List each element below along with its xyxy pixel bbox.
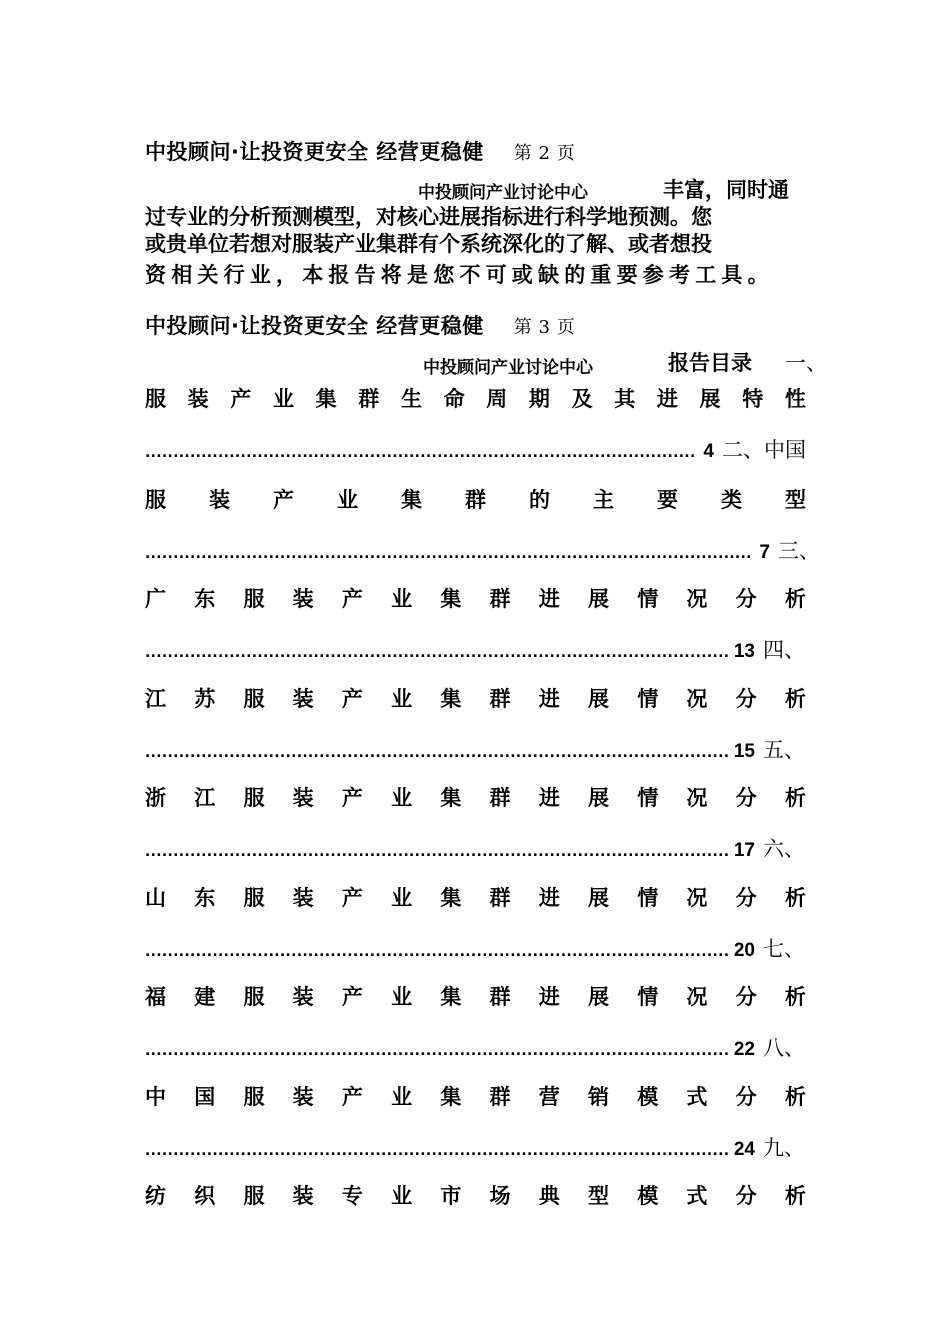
toc-title-char: 类 — [721, 488, 742, 512]
toc-title-char: 其 — [614, 387, 636, 411]
toc-title-char: 集 — [315, 387, 337, 411]
toc-title-char: 织 — [194, 1184, 216, 1208]
toc-title-char: 分 — [735, 1085, 757, 1109]
toc-title-char: 情 — [637, 687, 659, 711]
toc-title-char: 产 — [341, 985, 363, 1009]
toc-page-number: 24 — [733, 1139, 755, 1160]
toc-title-char: 业 — [337, 488, 358, 512]
toc-title-char: 析 — [784, 687, 806, 711]
toc-next-number: 七、 — [763, 937, 805, 961]
toc-title-char: 集 — [440, 687, 462, 711]
toc-title-char: 及 — [571, 387, 593, 411]
intro-line: 过专业的分析预测模型，对核心进展指标进行科学地预测。您 — [145, 205, 712, 229]
toc-title-char: 业 — [391, 587, 413, 611]
toc-page-number: 20 — [733, 940, 755, 961]
toc-title-char: 析 — [784, 786, 806, 810]
toc-title-char: 集 — [440, 786, 462, 810]
toc-title-char: 纺 — [145, 1184, 166, 1208]
toc-title-char: 析 — [784, 886, 806, 910]
toc-title-char: 业 — [391, 786, 413, 810]
toc-title-char: 进 — [538, 786, 560, 810]
toc-title-char: 群 — [489, 587, 511, 611]
toc-title-char: 业 — [391, 886, 413, 910]
toc-leader — [145, 634, 805, 664]
toc-title-char: 群 — [489, 985, 511, 1009]
intro-line: 或贵单位若想对服装产业集群有个系统深化的了解、或者想投 — [145, 232, 712, 256]
toc-title-char: 服 — [243, 786, 265, 810]
toc-title-char: 江 — [145, 687, 166, 711]
toc-title-char: 装 — [292, 886, 314, 910]
toc-title-char: 广 — [145, 587, 166, 611]
toc-title-char: 营 — [538, 1085, 560, 1109]
toc-title — [145, 383, 806, 413]
toc-title-char: 服 — [145, 387, 166, 411]
toc-title-char: 析 — [784, 1085, 806, 1109]
page-number: 第 2 页 — [513, 143, 576, 164]
toc-title-char: 装 — [292, 1085, 314, 1109]
toc-title-char: 进 — [538, 587, 560, 611]
toc-title-char: 装 — [292, 985, 314, 1009]
toc-title-char: 况 — [686, 985, 708, 1009]
center-label: 中投顾问产业讨论中心 — [418, 183, 588, 203]
toc-title-char: 析 — [784, 985, 806, 1009]
toc-title-char: 型 — [785, 488, 806, 512]
toc-leader — [145, 833, 805, 863]
toc-title-char: 产 — [341, 786, 363, 810]
toc-title-char: 东 — [194, 587, 216, 611]
toc-title-char: 装 — [187, 387, 209, 411]
page-number: 第 3 页 — [513, 317, 576, 338]
toc-title-char: 生 — [400, 387, 422, 411]
toc-title — [145, 882, 806, 912]
toc-title-char: 群 — [465, 488, 486, 512]
toc-title-char: 情 — [637, 886, 659, 910]
center-label: 中投顾问产业讨论中心 — [423, 358, 593, 378]
toc-title-char: 产 — [273, 488, 294, 512]
toc-leader — [145, 535, 820, 565]
toc-page-number: 17 — [733, 840, 755, 861]
toc-title-char: 况 — [686, 587, 708, 611]
header-slogan: 中投顾问·让投资更安全 经营更稳健 — [145, 140, 484, 164]
toc-title-char: 式 — [686, 1184, 708, 1208]
toc-title-char: 群 — [489, 687, 511, 711]
toc-title-char: 集 — [440, 985, 462, 1009]
toc-page-number: 4 — [703, 441, 714, 462]
toc-title-char: 福 — [145, 985, 166, 1009]
toc-title-char: 苏 — [194, 687, 216, 711]
toc-next-number: 三、 — [778, 539, 820, 563]
toc-title — [145, 782, 806, 812]
toc-next-number: 四、 — [763, 638, 805, 662]
toc-title — [145, 1081, 806, 1111]
toc-next-number: 二、中国 — [722, 438, 806, 462]
toc-page-number: 22 — [733, 1039, 755, 1060]
toc-title-char: 中 — [145, 1085, 166, 1109]
toc-title-char: 国 — [194, 1085, 216, 1109]
toc-next-number: 八、 — [763, 1036, 805, 1060]
toc-title-char: 群 — [489, 786, 511, 810]
toc-title-char: 况 — [686, 687, 708, 711]
toc-title-char: 展 — [587, 687, 609, 711]
toc-title-char: 装 — [292, 687, 314, 711]
toc-title-char: 装 — [209, 488, 230, 512]
toc-title-char: 服 — [243, 886, 265, 910]
toc-title-char: 产 — [230, 387, 252, 411]
toc-title-char: 产 — [341, 687, 363, 711]
toc-first-number: 一、 — [785, 351, 827, 375]
toc-title-char: 江 — [194, 786, 216, 810]
toc-title-char: 分 — [735, 687, 757, 711]
intro-line: 资相关行业，本报告将是您不可或缺的重要参考工具。 — [145, 263, 774, 287]
toc-title-char: 产 — [341, 886, 363, 910]
toc-title — [145, 583, 806, 613]
toc-title-char: 进 — [538, 886, 560, 910]
toc-title — [145, 981, 806, 1011]
toc-title-char: 况 — [686, 786, 708, 810]
toc-leader — [145, 734, 805, 764]
toc-title-char: 销 — [587, 1085, 609, 1109]
toc-title-char: 的 — [529, 488, 550, 512]
toc-title-char: 集 — [401, 488, 422, 512]
toc-title-char: 展 — [587, 587, 609, 611]
toc-title-char: 山 — [145, 886, 166, 910]
toc-title-char: 集 — [440, 587, 462, 611]
toc-title-char: 服 — [145, 488, 166, 512]
toc-title-char: 建 — [194, 985, 216, 1009]
toc-title-char: 要 — [657, 488, 678, 512]
toc-title-char: 命 — [443, 387, 465, 411]
toc-title-char: 市 — [440, 1184, 462, 1208]
toc-title-char: 装 — [292, 1184, 314, 1208]
toc-title-char: 展 — [587, 886, 609, 910]
toc-title-char: 模 — [637, 1184, 659, 1208]
toc-title-char: 展 — [587, 786, 609, 810]
toc-title-char: 分 — [735, 886, 757, 910]
toc-title-char: 产 — [341, 587, 363, 611]
toc-title-char: 况 — [686, 886, 708, 910]
page-header — [145, 136, 575, 166]
toc-title-char: 服 — [243, 687, 265, 711]
toc-page-number: 13 — [733, 641, 755, 662]
intro-line: 丰富，同时通 — [663, 178, 789, 202]
toc-leader — [145, 434, 806, 464]
toc-title-char: 主 — [593, 488, 614, 512]
toc-title-char: 产 — [341, 1085, 363, 1109]
toc-title-char: 业 — [391, 1184, 413, 1208]
toc-title-char: 模 — [637, 1085, 659, 1109]
toc-title-char: 周 — [486, 387, 508, 411]
toc-title-char: 集 — [440, 886, 462, 910]
toc-title-char: 专 — [341, 1184, 363, 1208]
toc-title-char: 集 — [440, 1085, 462, 1109]
toc-title-char: 析 — [784, 587, 806, 611]
toc-title-char: 场 — [489, 1184, 511, 1208]
toc-title-char: 型 — [587, 1184, 609, 1208]
toc-title-char: 服 — [243, 587, 265, 611]
toc-title-char: 群 — [489, 886, 511, 910]
toc-title — [145, 1180, 806, 1210]
toc-title-char: 展 — [587, 985, 609, 1009]
toc-title-char: 析 — [784, 1184, 806, 1208]
toc-next-number: 五、 — [763, 738, 805, 762]
toc-title-char: 业 — [391, 1085, 413, 1109]
toc-title-char: 分 — [735, 587, 757, 611]
toc-title-char: 进 — [538, 687, 560, 711]
toc-title-char: 情 — [637, 587, 659, 611]
toc-title-char: 浙 — [145, 786, 166, 810]
toc-title-char: 装 — [292, 786, 314, 810]
toc-title-char: 业 — [391, 687, 413, 711]
toc-title-char: 性 — [784, 387, 806, 411]
toc-title-char: 分 — [735, 985, 757, 1009]
header-slogan: 中投顾问·让投资更安全 经营更稳健 — [145, 314, 484, 338]
toc-leader — [145, 1132, 805, 1162]
toc-leader — [145, 933, 805, 963]
toc-title-char: 期 — [528, 387, 550, 411]
toc-title-char: 服 — [243, 985, 265, 1009]
toc-title-char: 群 — [358, 387, 380, 411]
toc-title-char: 东 — [194, 886, 216, 910]
toc-title-char: 情 — [637, 985, 659, 1009]
toc-title-char: 服 — [243, 1085, 265, 1109]
toc-title-char: 业 — [272, 387, 294, 411]
toc-page-number: 15 — [733, 741, 755, 762]
toc-title-char: 式 — [686, 1085, 708, 1109]
toc-page-number: 7 — [759, 542, 770, 563]
toc-next-number: 六、 — [763, 837, 805, 861]
toc-title-char: 展 — [699, 387, 721, 411]
toc-title-char: 特 — [742, 387, 764, 411]
toc-title-char: 进 — [538, 985, 560, 1009]
toc-heading: 报告目录 — [668, 351, 752, 375]
toc-title — [145, 484, 806, 514]
toc-title-char: 服 — [243, 1184, 265, 1208]
page-header — [145, 310, 575, 340]
toc-title-char: 业 — [391, 985, 413, 1009]
toc-title-char: 分 — [735, 786, 757, 810]
toc-title-char: 装 — [292, 587, 314, 611]
toc-next-number: 九、 — [763, 1136, 805, 1160]
toc-title-char: 典 — [538, 1184, 560, 1208]
toc-leader — [145, 1032, 805, 1062]
toc-title-char: 进 — [656, 387, 678, 411]
toc-title-char: 情 — [637, 786, 659, 810]
toc-title — [145, 683, 806, 713]
toc-title-char: 分 — [735, 1184, 757, 1208]
toc-title-char: 群 — [489, 1085, 511, 1109]
